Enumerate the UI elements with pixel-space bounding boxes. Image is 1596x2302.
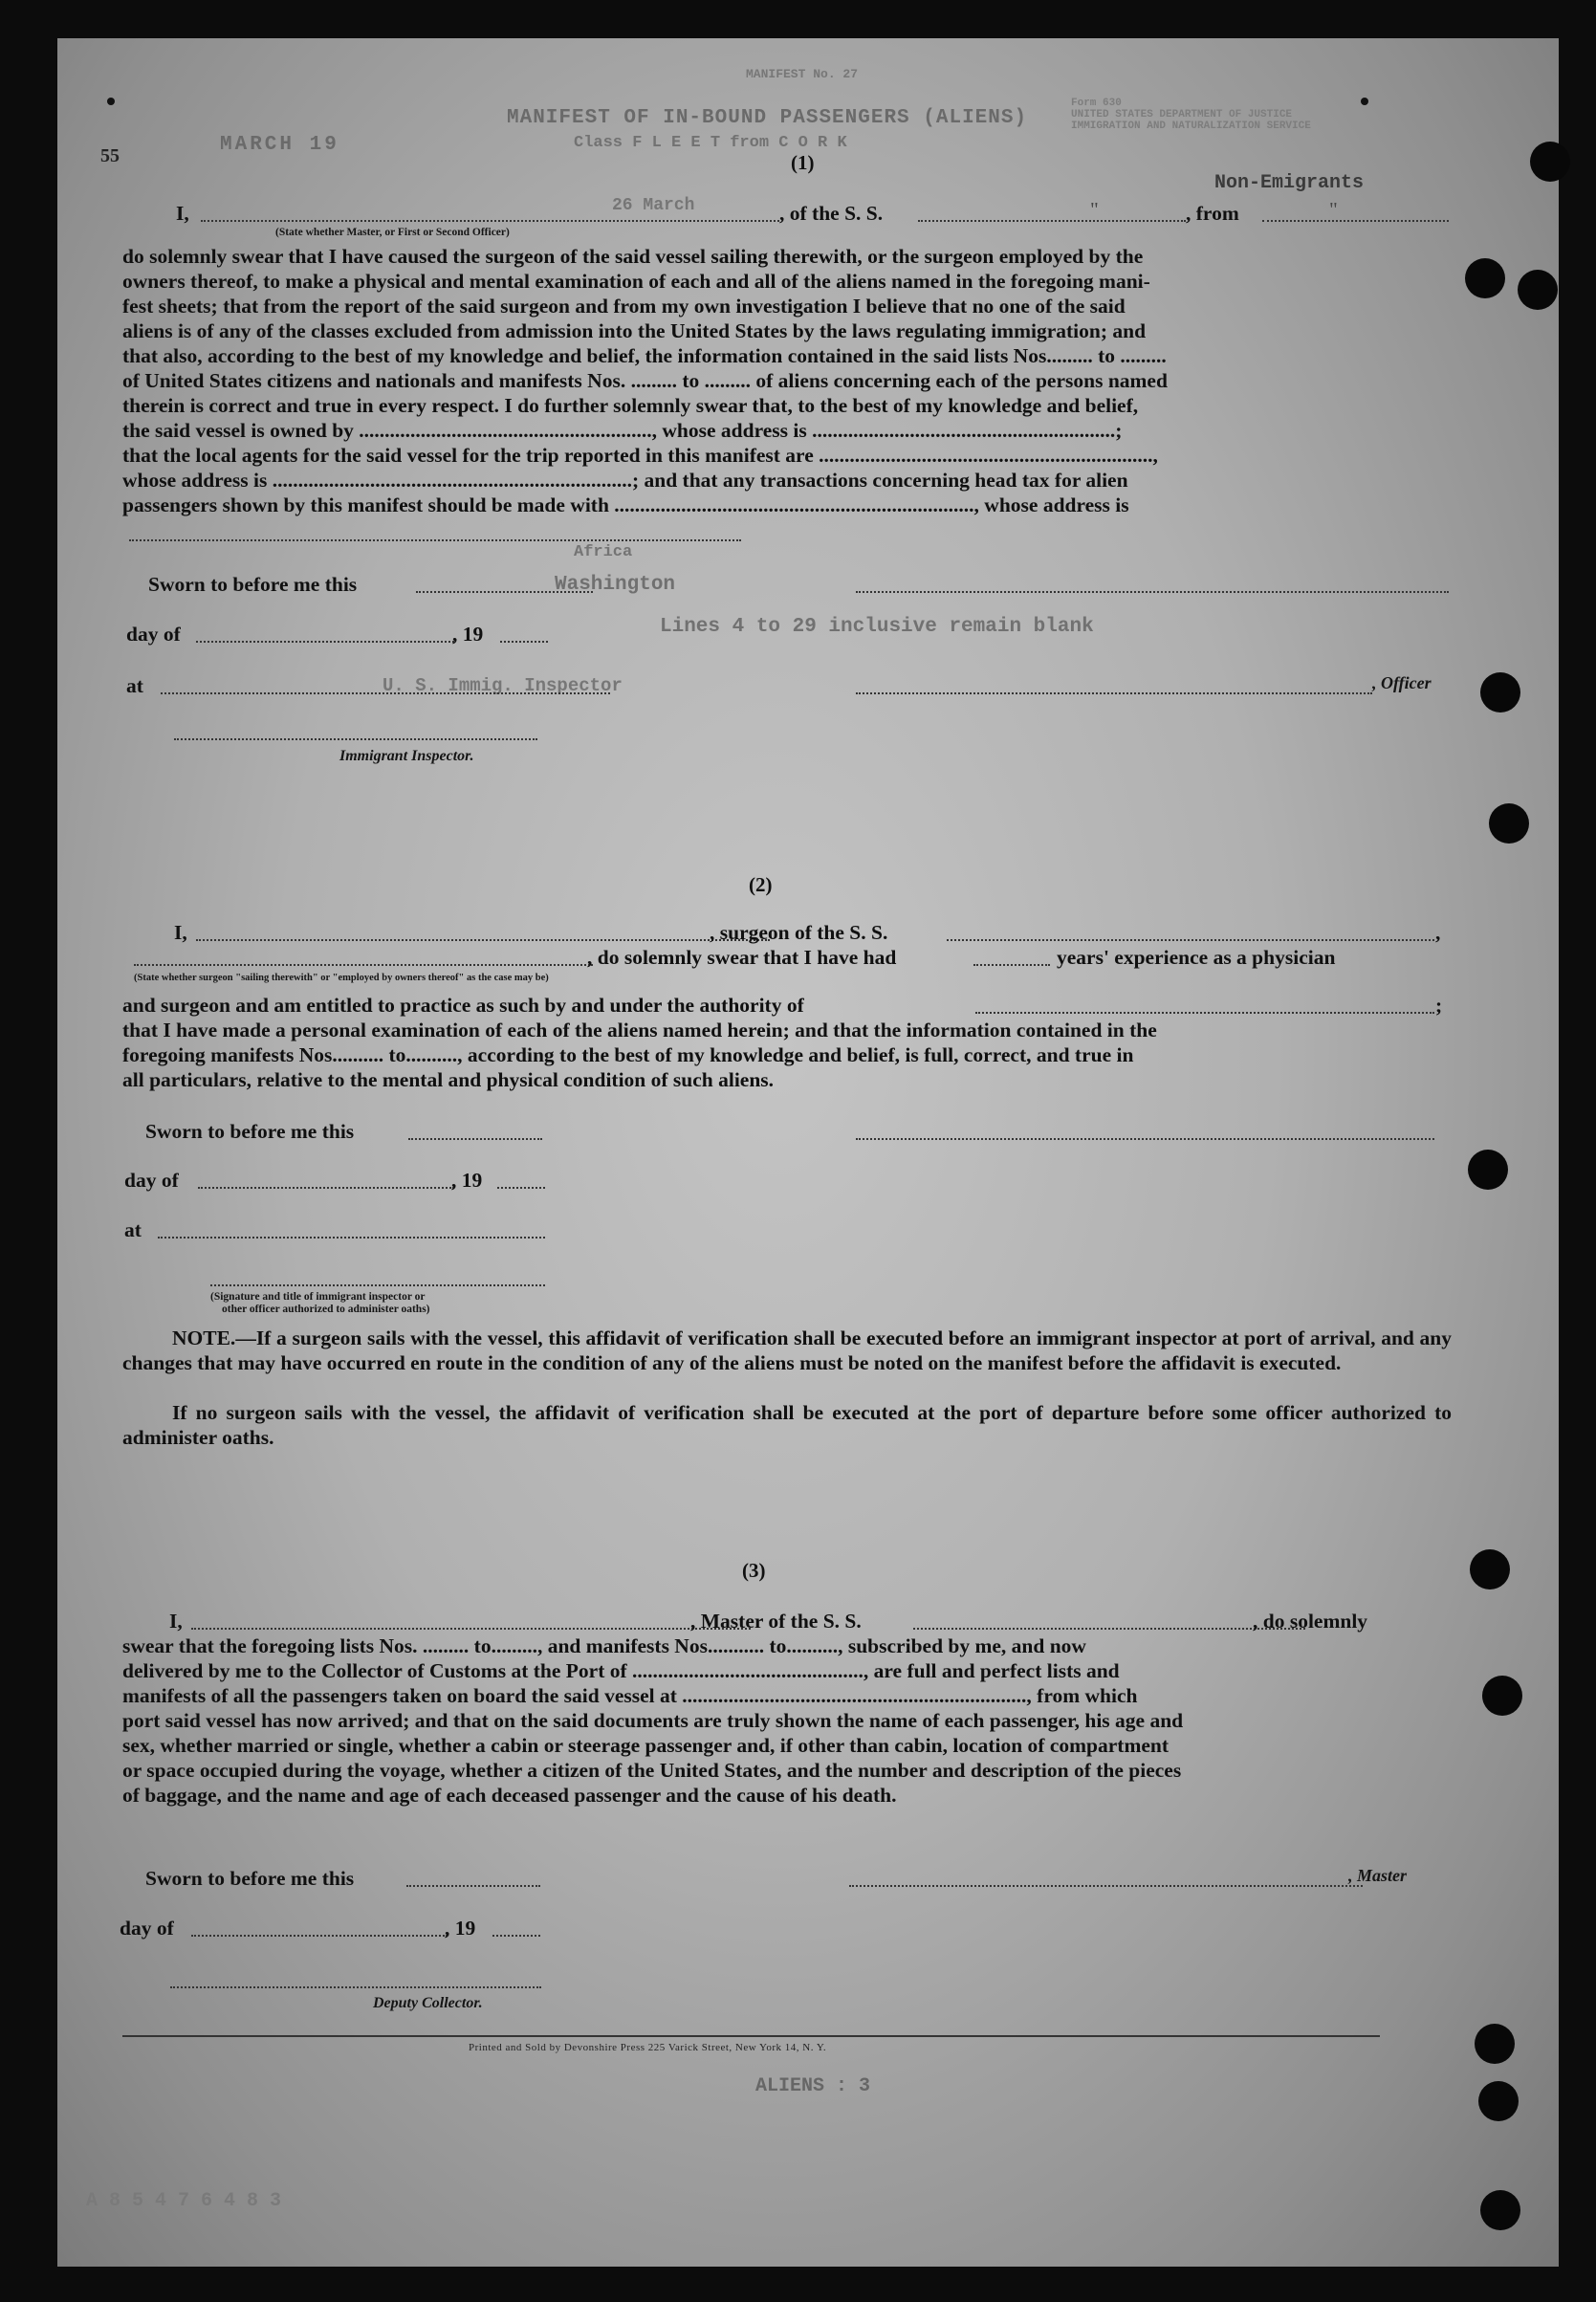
officer-signature-line-2[interactable] bbox=[210, 1284, 545, 1286]
surgeon-signature-line[interactable] bbox=[856, 1138, 1434, 1140]
bleed-africa: Africa bbox=[574, 543, 633, 561]
master-signature-line[interactable] bbox=[856, 591, 1449, 593]
year-label-2: , 19 bbox=[451, 1169, 483, 1192]
sworn-label-3: Sworn to before me this bbox=[145, 1867, 355, 1890]
binder-hole bbox=[1470, 1549, 1510, 1589]
bleed-class-line: Class F L E E T from C O R K bbox=[574, 134, 847, 152]
day-of-label-2: day of bbox=[124, 1169, 179, 1192]
years-blank[interactable] bbox=[973, 964, 1050, 966]
day-of-label-3: day of bbox=[120, 1917, 174, 1940]
bleed-right-lines: Form 630 UNITED STATES DEPARTMENT OF JUSTICE IMMIGRATION AND NATURALIZATION SERVICE bbox=[1071, 98, 1311, 132]
year-label-1: , 19 bbox=[452, 623, 484, 646]
binder-hole bbox=[1480, 2190, 1520, 2230]
ditto-mark: " bbox=[1090, 198, 1099, 221]
at-label-2: at bbox=[124, 1218, 142, 1241]
master-name-blank-3[interactable] bbox=[191, 1628, 751, 1630]
authority-blank[interactable] bbox=[975, 1012, 1434, 1014]
day-of-blank-2[interactable] bbox=[198, 1187, 454, 1189]
section-2-number: (2) bbox=[749, 873, 773, 896]
bleed-arrival-line: 26 March bbox=[612, 196, 695, 215]
year-blank-2[interactable] bbox=[497, 1187, 545, 1189]
bleed-manifest-no: MANIFEST No. 27 bbox=[746, 67, 859, 81]
of-ss-label: , of the S. S. bbox=[779, 202, 884, 225]
note-paragraph: NOTE.—If a surgeon sails with the vessel, this affidavit of verification shall be executed before an immigrant inspector at port of arrival, and any changes that may have occurred en route in the condition of any of the aliens must be noted on the manifest before the affidavit is executed. bbox=[122, 1326, 1452, 1374]
year-blank-3[interactable] bbox=[492, 1935, 540, 1937]
swear-label: , do solemnly swear that I have had bbox=[587, 946, 897, 969]
binder-hole bbox=[1478, 2081, 1519, 2121]
inspector-signature-line[interactable] bbox=[174, 738, 537, 740]
document-page bbox=[57, 38, 1559, 2267]
surgeon-ship-blank[interactable] bbox=[947, 939, 1434, 941]
binder-hole bbox=[1489, 803, 1529, 844]
section-1-oath: do solemnly swear that I have caused the surgeon of the said vessel sailing therewith, or the surgeon employed by the owners thereof, to make a physical and mental examination of each and all of the aliens named in the foregoing mani- fest sheets; that from the report of the said surgeon and from my own investigation I believe that no one of the said aliens is of any of the classes excluded from admission into the United States by the laws regulating immigration; and that also, according to the best of my knowledge and belief, the information contained in the said lists Nos......... to ......... of United States citizens and nationals and manifests Nos. ......... to ......... of aliens concerning each of the persons named therein is correct and true in every respect. I do further solemnly swear that, to the best of my knowledge and belief, the said vessel is owned by ........................................................., whose address is ...........................................................; that the local agents for the said vessel for the trip reported in this manifest are ................................................................., whose address is ......................................................................; and that any transactions concerning head tax for alien passengers shown by this manifest should be made with ......................................................................, whose address is bbox=[122, 245, 1168, 516]
bleed-aliens-bottom: ALIENS : 3 bbox=[755, 2075, 871, 2097]
sworn-label-1: Sworn to before me this bbox=[148, 573, 358, 596]
at-blank-1[interactable] bbox=[161, 692, 610, 694]
section-1-number: (1) bbox=[791, 151, 815, 174]
deputy-collector-signature-line[interactable] bbox=[170, 1986, 541, 1988]
at-label-1: at bbox=[126, 674, 143, 697]
comma: , bbox=[1435, 921, 1441, 944]
note-label: NOTE. bbox=[172, 1326, 236, 1349]
sworn-blank-1[interactable] bbox=[416, 591, 593, 593]
semicolon: ; bbox=[1435, 994, 1443, 1017]
section-3-oath: swear that the foregoing lists Nos. ......... to........., and manifests Nos........... to.........., subscribed by me, and now delivered by me to the Collector of Customs at the Port of ............................................., are full and perfect lists and manifests of all the passengers taken on board the said vessel at ..................................................................., from which port said vessel has now arrived; and that on the said documents are truly shown the name of each passenger, his age and sex, whether married or single, whether a cabin or steerage passenger and, if other than cabin, location of compartment or space occupied during the voyage, whether a citizen of the United States, and the number and description of the pieces of baggage, and the name and age of each deceased passenger and the cause of his death. bbox=[122, 1634, 1184, 1807]
day-of-blank-1[interactable] bbox=[196, 641, 454, 643]
state-note: (State whether Master, or First or Second Officer) bbox=[275, 227, 510, 238]
year-blank-1[interactable] bbox=[500, 641, 548, 643]
section-1-i: I, bbox=[176, 202, 189, 225]
ship-name-blank-3[interactable] bbox=[913, 1628, 1305, 1630]
bleed-title: MANIFEST OF IN-BOUND PASSENGERS (ALIENS) bbox=[507, 107, 1028, 129]
master-signature-line-3[interactable] bbox=[849, 1885, 1363, 1887]
note-paragraph-2: If no surgeon sails with the vessel, the affidavit of verification shall be executed at the port of departure before some officer authorized to administer oaths. bbox=[122, 1401, 1452, 1449]
sworn-blank-3[interactable] bbox=[406, 1885, 540, 1887]
ditto-mark: " bbox=[1329, 198, 1338, 221]
binder-hole bbox=[1468, 1150, 1508, 1190]
bleed-address: Washington bbox=[555, 574, 676, 596]
ship-name-blank[interactable] bbox=[918, 220, 1186, 222]
immigrant-inspector-label: Immigrant Inspector. bbox=[339, 748, 474, 764]
bleed-lines-blank: Lines 4 to 29 inclusive remain blank bbox=[660, 616, 1094, 638]
sworn-blank-2[interactable] bbox=[408, 1138, 542, 1140]
surgeon-of-label: , surgeon of the S. S. bbox=[710, 921, 888, 944]
deputy-collector-label: Deputy Collector. bbox=[373, 1995, 483, 2011]
section-2-oath: that I have made a personal examination of each of the aliens named herein; and that the information contained in the foregoing manifests Nos.......... to.........., according to the best of my knowledge and belief, is full, correct, and true in all particulars, relative to the mental and physical condition of such aliens. bbox=[122, 1019, 1157, 1091]
years-label: years' experience as a physician bbox=[1057, 946, 1336, 969]
binder-hole bbox=[1475, 2024, 1515, 2064]
binder-hole bbox=[1465, 258, 1505, 298]
address-continuation-blank[interactable] bbox=[129, 539, 741, 541]
binder-hole bbox=[1518, 270, 1558, 310]
signature-note-2: other officer authorized to administer oaths) bbox=[222, 1304, 430, 1315]
binder-hole bbox=[1530, 142, 1570, 182]
master-name-blank[interactable] bbox=[201, 220, 779, 222]
day-of-label-1: day of bbox=[126, 623, 181, 646]
section-3-i: I, bbox=[169, 1610, 183, 1633]
master-label: , Master bbox=[1348, 1866, 1408, 1885]
bleed-inspector: U. S. Immig. Inspector bbox=[383, 675, 623, 696]
section-2-i: I, bbox=[174, 921, 187, 944]
binder-hole bbox=[1480, 672, 1520, 713]
year-label-3: , 19 bbox=[445, 1917, 476, 1940]
officer-signature-line[interactable] bbox=[856, 692, 1372, 694]
footer-rule bbox=[122, 2035, 1380, 2037]
officer-label: , Officer bbox=[1372, 673, 1432, 692]
surgeon-status-blank[interactable] bbox=[134, 964, 593, 966]
at-blank-2[interactable] bbox=[158, 1237, 545, 1239]
do-solemnly-label: , do solemnly bbox=[1253, 1610, 1368, 1633]
binder-hole bbox=[1482, 1676, 1522, 1716]
surgeon-state-note: (State whether surgeon "sailing therewith" or "employed by owners thereof" as the case may be) bbox=[134, 973, 549, 983]
bleed-corner-bottom: A 8 5 4 7 6 4 8 3 bbox=[86, 2190, 282, 2212]
from-port-blank[interactable] bbox=[1262, 220, 1449, 222]
bleed-date-line: MARCH 19 bbox=[220, 134, 339, 156]
sworn-label-2: Sworn to before me this bbox=[145, 1120, 355, 1143]
section-3-number: (3) bbox=[742, 1559, 766, 1582]
ink-speck bbox=[107, 98, 115, 105]
ink-speck bbox=[1361, 98, 1368, 105]
authority-line: and surgeon and am entitled to practice as such by and under the authority of bbox=[122, 994, 804, 1017]
master-of-label: , Master of the S. S. bbox=[690, 1610, 862, 1633]
bleed-non-emigrants: Non-Emigrants bbox=[1214, 172, 1365, 194]
surgeon-name-blank[interactable] bbox=[196, 939, 770, 941]
corner-number: 55 bbox=[100, 145, 120, 166]
day-of-blank-3[interactable] bbox=[191, 1935, 448, 1937]
printer-imprint: Printed and Sold by Devonshire Press 225 Varick Street, New York 14, N. Y. bbox=[469, 2042, 827, 2053]
from-label: , from bbox=[1186, 202, 1239, 225]
signature-note-1: (Signature and title of immigrant inspector or bbox=[210, 1291, 426, 1303]
